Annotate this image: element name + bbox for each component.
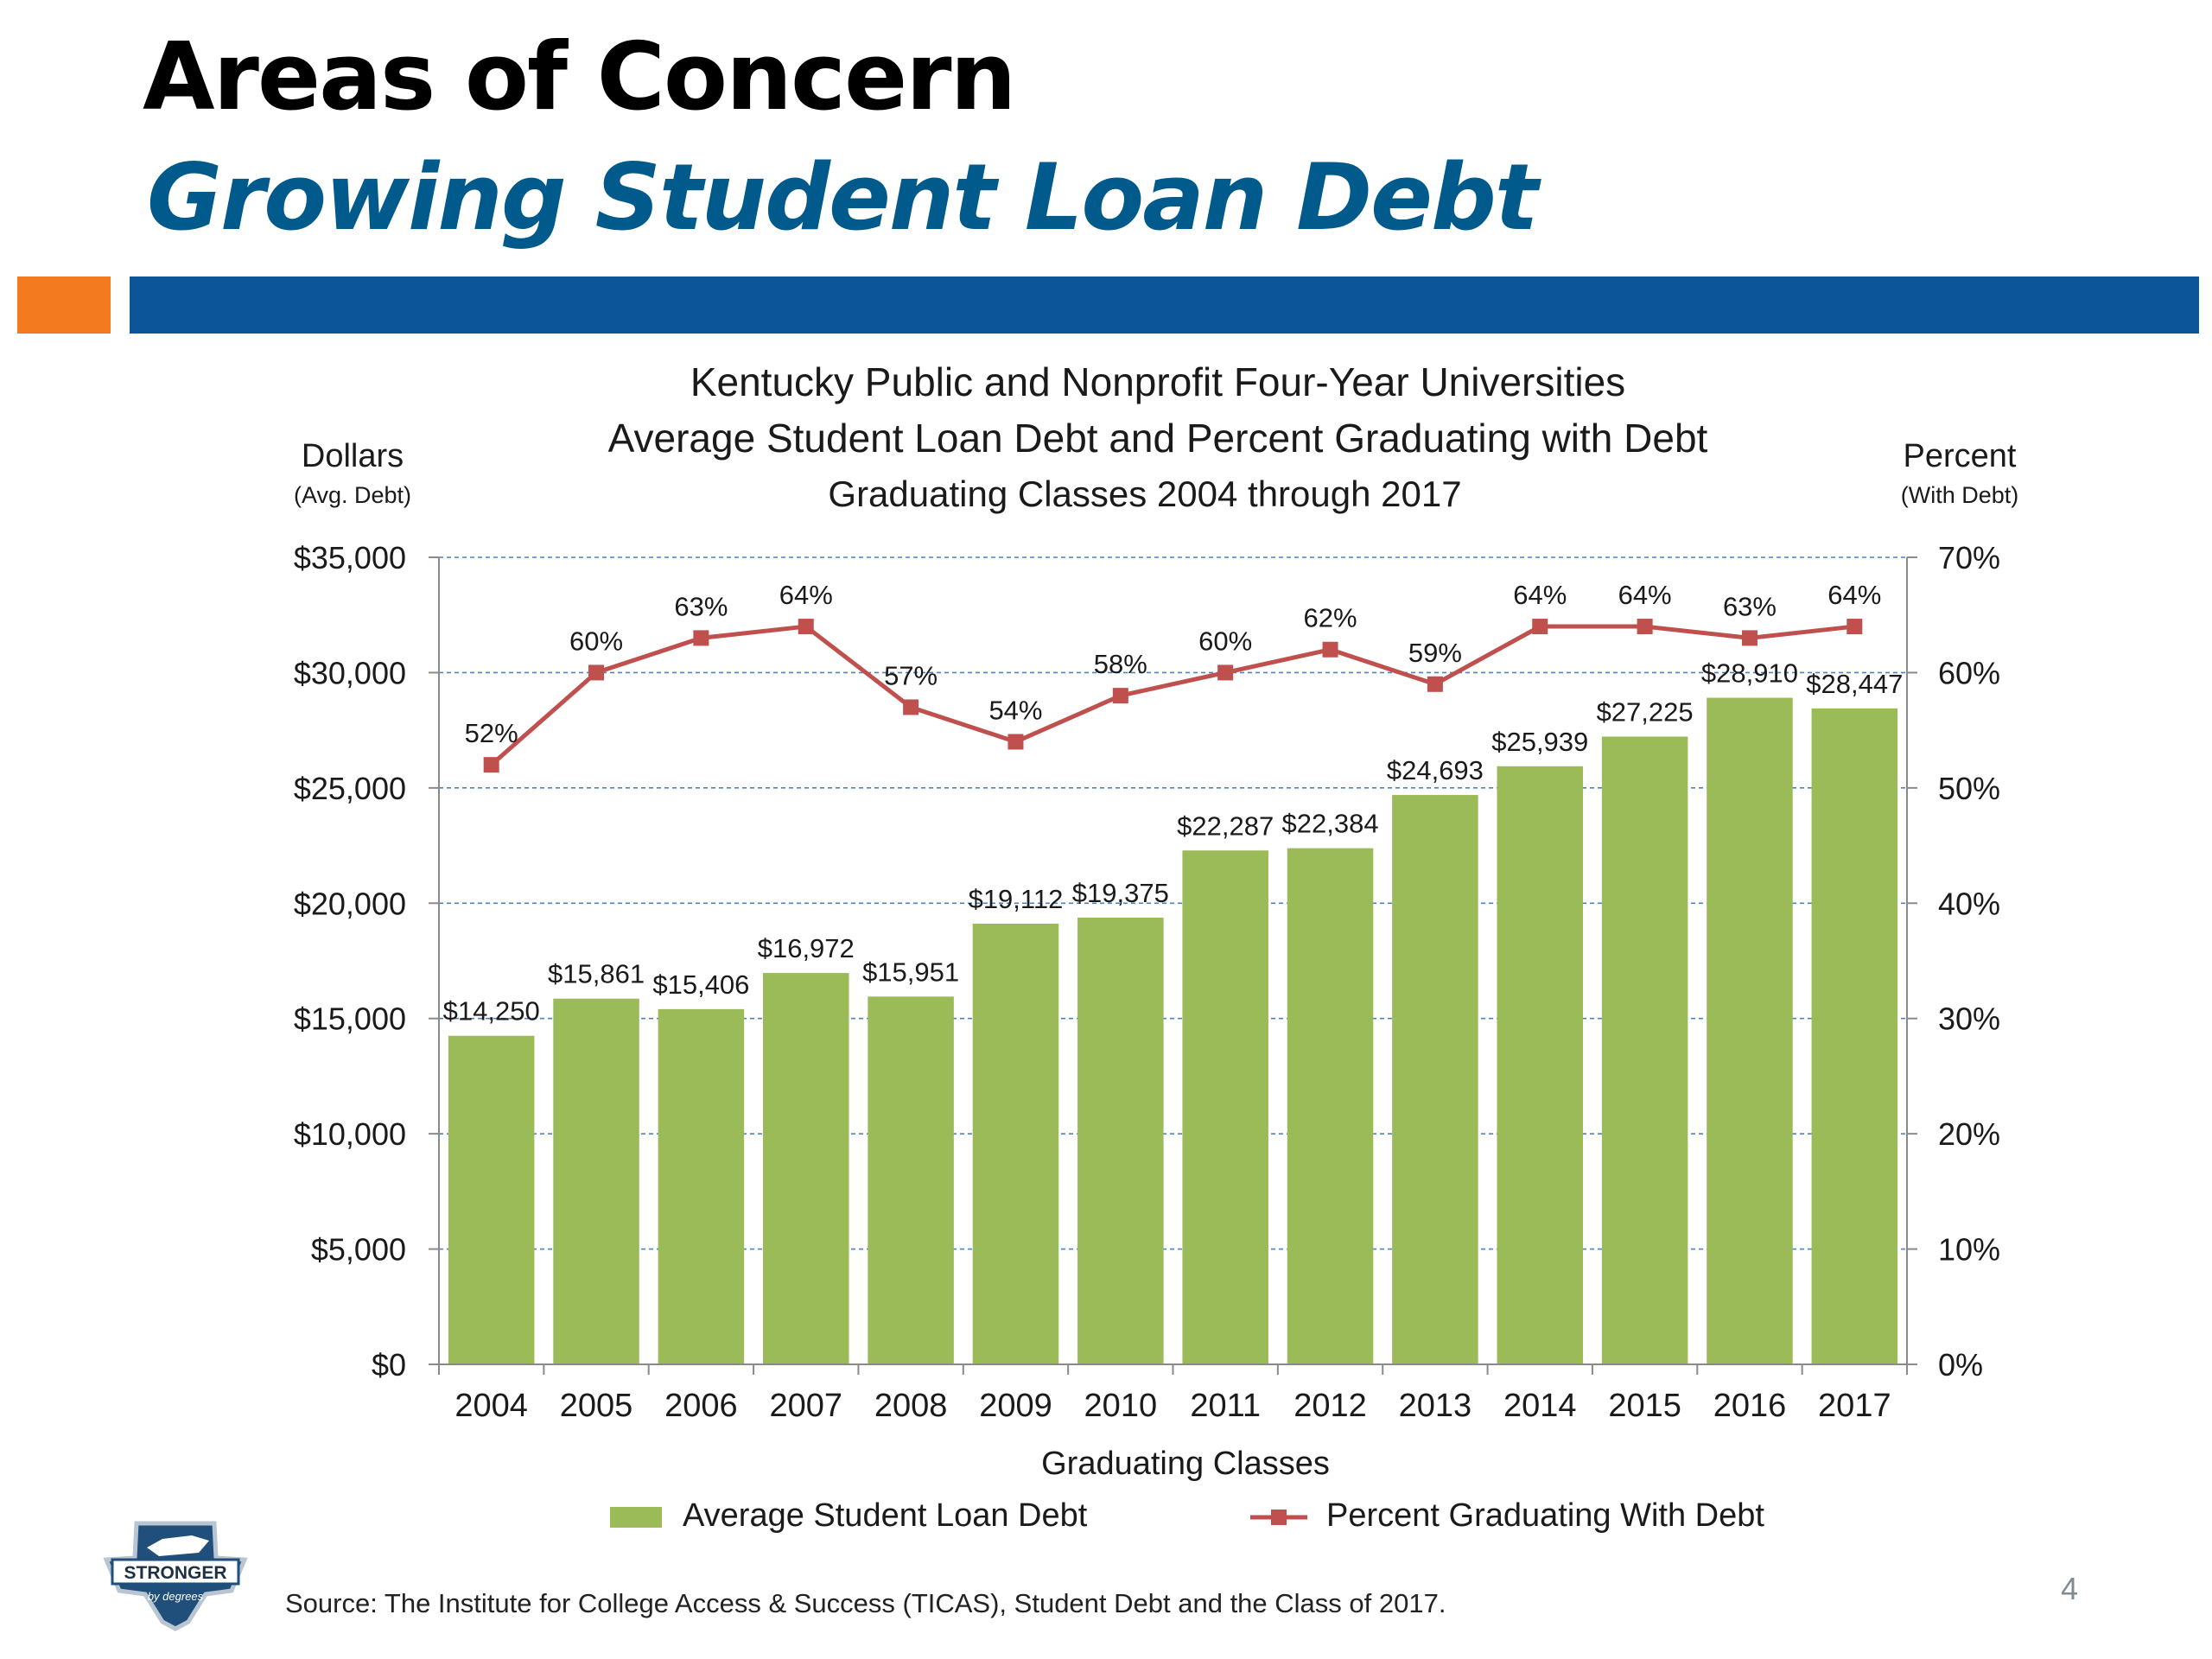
bar (1182, 850, 1268, 1364)
right-tick-label: 0% (1938, 1347, 1984, 1382)
line-marker (1007, 734, 1023, 749)
bar-data-label: $19,375 (1071, 877, 1169, 908)
legend-marker-percent (1271, 1510, 1287, 1525)
line-marker (1217, 664, 1233, 680)
bar (1812, 709, 1898, 1364)
x-tick-label: 2007 (769, 1388, 843, 1424)
bar-data-label: $22,384 (1281, 808, 1379, 839)
left-tick-label: $20,000 (293, 886, 406, 922)
bar-data-label: $25,939 (1491, 726, 1589, 757)
bar-data-label: $19,112 (968, 883, 1064, 914)
right-tick-label: 30% (1938, 1001, 2001, 1037)
bar-data-label: $22,287 (1177, 810, 1274, 842)
bar (1077, 918, 1164, 1364)
bar (763, 973, 849, 1364)
legend-swatch-debt (610, 1507, 662, 1528)
bar (973, 924, 1059, 1364)
stronger-by-degrees-logo (102, 1508, 249, 1637)
bar-data-label: $28,447 (1806, 668, 1904, 699)
line-data-label: 64% (779, 580, 833, 611)
line-data-label: 63% (1722, 591, 1777, 622)
right-tick-label: 50% (1938, 770, 2001, 806)
line-data-label: 64% (1618, 580, 1672, 611)
x-tick-label: 2005 (559, 1388, 633, 1424)
bar (868, 996, 954, 1364)
x-tick-label: 2016 (1713, 1388, 1787, 1424)
legend-label-debt: Average Student Loan Debt (683, 1497, 1088, 1534)
right-axis-subtitle: (With Debt) (1900, 482, 2019, 508)
x-tick-label: 2009 (979, 1388, 1052, 1424)
x-tick-label: 2004 (454, 1388, 528, 1424)
line-marker (1532, 619, 1548, 634)
x-tick-label: 2014 (1503, 1388, 1577, 1424)
x-tick-label: 2008 (874, 1388, 948, 1424)
left-axis-title: Dollars (301, 438, 404, 474)
line-data-label: 58% (1093, 649, 1147, 680)
left-tick-label: $0 (371, 1347, 406, 1382)
chart-title-line2: Average Student Loan Debt and Percent Graduating with Debt (607, 416, 1708, 461)
line-marker (588, 664, 604, 680)
bar-data-label: $16,972 (757, 933, 855, 964)
left-tick-label: $15,000 (293, 1001, 406, 1037)
line-data-label: 62% (1303, 602, 1357, 633)
x-tick-label: 2010 (1084, 1388, 1158, 1424)
x-tick-label: 2015 (1608, 1388, 1681, 1424)
left-tick-label: $10,000 (293, 1116, 406, 1153)
bar-data-label: $24,693 (1386, 755, 1484, 786)
line-marker (903, 699, 918, 715)
bar-data-label: $15,861 (548, 958, 645, 989)
source-citation: Source: The Institute for College Access & Success (TICAS), Student Debt and the Class of 2017. (285, 1588, 1446, 1618)
right-tick-label: 60% (1938, 655, 2001, 691)
line-marker (1637, 619, 1653, 634)
x-axis-title: Graduating Classes (1041, 1446, 1330, 1482)
line-data-label: 64% (1827, 580, 1882, 611)
x-tick-label: 2006 (664, 1388, 738, 1424)
line-marker (693, 630, 709, 645)
logo-tagline: by degrees (147, 1590, 204, 1603)
line-data-label: 52% (464, 718, 518, 749)
line-data-label: 60% (569, 626, 624, 657)
accent-block (17, 276, 111, 334)
chart-legend (610, 1497, 1764, 1534)
bar (1707, 698, 1793, 1364)
accent-bar (130, 276, 2199, 334)
line-marker (484, 757, 499, 772)
x-tick-label: 2013 (1398, 1388, 1472, 1424)
bar (1497, 766, 1583, 1364)
x-tick-label: 2011 (1190, 1388, 1262, 1424)
slide-subtitle: Growing Student Loan Debt (147, 144, 1537, 251)
bar (658, 1009, 745, 1364)
bar (1602, 736, 1688, 1364)
line-data-label: 63% (674, 591, 728, 622)
right-tick-label: 20% (1938, 1116, 2001, 1153)
line-marker (1323, 642, 1338, 658)
bar (448, 1036, 535, 1364)
chart-title: Kentucky Public and Nonprofit Four-Year Universities (690, 359, 1626, 404)
line-marker (1427, 677, 1443, 692)
left-tick-label: $30,000 (293, 655, 406, 691)
left-axis-subtitle: (Avg. Debt) (293, 482, 412, 508)
left-tick-label: $25,000 (293, 770, 406, 806)
left-tick-label: $35,000 (293, 540, 406, 575)
bar-data-label: $14,250 (442, 995, 540, 1027)
legend-label-percent: Percent Graduating With Debt (1326, 1497, 1764, 1534)
line-data-label: 54% (988, 695, 1043, 726)
bar-data-label: $15,406 (652, 969, 750, 1000)
bar-data-label: $28,910 (1700, 658, 1798, 689)
line-data-label: 64% (1513, 580, 1567, 611)
x-tick-label: 2012 (1294, 1388, 1367, 1424)
line-marker (798, 619, 814, 634)
bar-data-label: $27,225 (1596, 696, 1694, 728)
logo-text: STRONGER (124, 1563, 227, 1583)
line-data-label: 60% (1198, 626, 1253, 657)
line-data-label: 57% (884, 660, 938, 691)
right-axis-title: Percent (1903, 438, 2017, 474)
bar (1392, 795, 1478, 1364)
right-tick-label: 70% (1938, 540, 2001, 575)
line-marker (1742, 630, 1758, 645)
chart-subtitle: Graduating Classes 2004 through 2017 (828, 474, 1462, 514)
right-tick-label: 40% (1938, 886, 2001, 922)
line-data-label: 59% (1408, 637, 1462, 668)
bar (1287, 849, 1374, 1364)
left-tick-label: $5,000 (310, 1231, 406, 1268)
line-marker (1113, 688, 1128, 703)
right-tick-label: 10% (1938, 1231, 2001, 1268)
page-number: 4 (2061, 1571, 2079, 1606)
slide-title: Areas of Concern (143, 23, 1015, 131)
x-tick-label: 2017 (1818, 1388, 1891, 1424)
debt-chart (0, 337, 2212, 1564)
line-marker (1847, 619, 1862, 634)
bar (553, 999, 639, 1364)
bar-data-label: $15,951 (862, 957, 960, 988)
